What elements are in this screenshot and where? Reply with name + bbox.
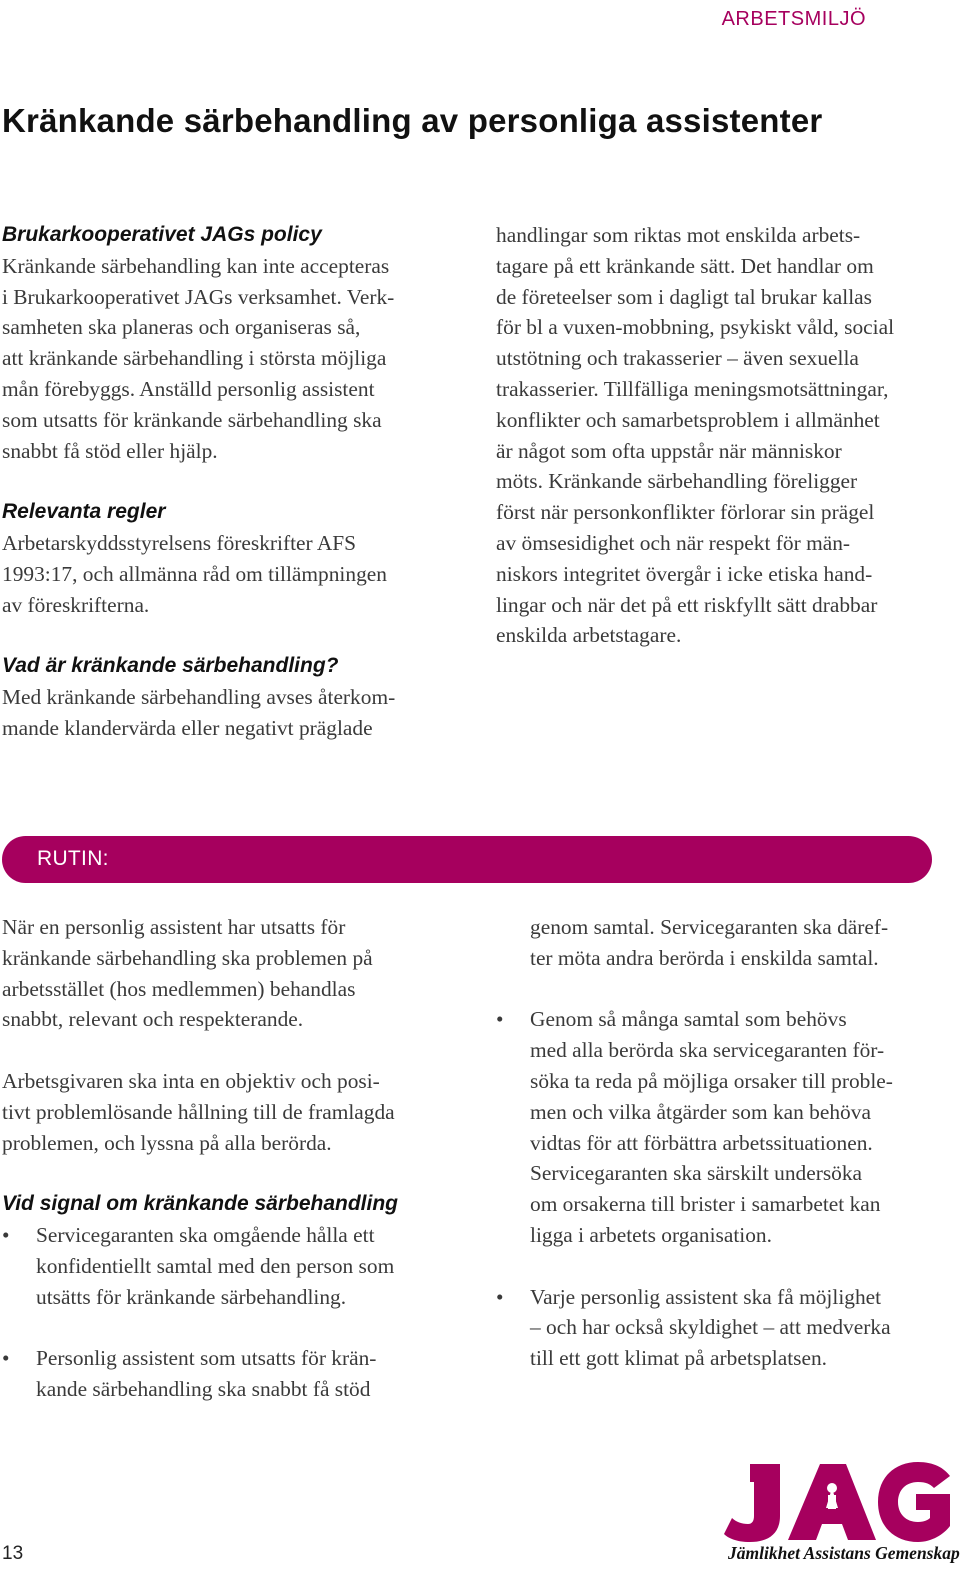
text-line: Arbetarskyddsstyrelsens föreskrifter AFS	[2, 530, 357, 555]
text-line: möts. Kränkande särbehandling föreligger	[496, 469, 858, 494]
logo-letter-g	[878, 1462, 950, 1542]
text-line: som utsatts för kränkande särbehandling ska	[2, 407, 382, 432]
text-line: genom samtal. Servicegaranten ska däref-	[530, 915, 889, 939]
text-line: konfidentiellt samtal med den person som	[36, 1253, 395, 1278]
bullet-icon: •	[2, 1222, 10, 1247]
heading-signal: Vid signal om kränkande särbehandling	[2, 1192, 398, 1216]
text-line: Varje personlig assistent ska få möjlighet	[530, 1284, 882, 1309]
text-line: kränkande särbehandling ska problemen på	[2, 945, 373, 970]
bullet-icon: •	[2, 1346, 10, 1371]
heading-definition: Vad är kränkande särbehandling?	[2, 654, 339, 678]
text-line: till ett gott klimat på arbetsplatsen.	[530, 1346, 828, 1371]
text-line: Arbetsgivaren ska inta en objektiv och posi-	[2, 1068, 380, 1093]
text-line: niskors integritet övergår i icke etiska hand-	[496, 561, 873, 586]
text-line: mån förebyggs. Anställd personlig assistent	[2, 376, 375, 401]
page-title: Kränkande särbehandling av personliga assistenter	[2, 102, 823, 139]
bullet-item	[496, 1004, 941, 1250]
text-line: ligga i arbetets organisation.	[530, 1222, 772, 1247]
text-line: med alla berörda ska servicegaranten för-	[530, 1038, 885, 1063]
bullet-item	[496, 1282, 941, 1374]
text-line: Servicegaranten ska omgående hålla ett	[36, 1222, 375, 1247]
text-line: för bl a vuxen-mobbning, psykiskt våld, social	[496, 315, 895, 340]
text-line: av ömsesidighet och när respekt för män-	[496, 530, 851, 555]
policy-text	[2, 251, 452, 467]
text-line: – och har också skyldighet – att medverka	[530, 1315, 891, 1340]
text-line: konflikter och samarbetsproblem i allmänhet	[496, 407, 880, 432]
text-line: om orsakerna till brister i samarbetet kan	[530, 1192, 881, 1217]
rutin-label: RUTIN:	[37, 847, 109, 870]
rules-text	[2, 528, 452, 620]
text-line: att kränkande särbehandling i största möjliga	[2, 346, 387, 371]
text-line: men och vilka åtgärder som kan behöva	[530, 1099, 871, 1124]
column-left-top	[2, 220, 452, 744]
text-line: enskilda arbetstagare.	[496, 623, 682, 648]
text-line: utsätts för kränkande särbehandling.	[36, 1284, 347, 1309]
heading-policy: Brukarkooperativet JAGs policy	[2, 223, 322, 246]
text-line: Genom så många samtal som behövs	[530, 1007, 847, 1032]
text-line: problemen, och lyssna på alla berörda.	[2, 1130, 332, 1155]
text-line: snabbt, relevant och respekterande.	[2, 1007, 304, 1032]
logo-figure-head	[827, 1483, 837, 1493]
text-line: trakasserier. Tillfälliga meningsmotsättningar,	[496, 376, 889, 401]
text-line: ter möta andra berörda i enskilda samtal.	[530, 945, 879, 970]
text-line: söka ta reda på möjliga orsaker till proble-	[530, 1068, 893, 1093]
text-line: Kränkande särbehandling kan inte accepteras	[2, 253, 390, 278]
logo-figure-body	[828, 1495, 836, 1509]
bullet-icon: •	[496, 1284, 504, 1309]
text-line: kande särbehandling ska snabbt få stöd	[36, 1376, 371, 1401]
section-label: ARBETSMILJÖ	[721, 8, 866, 30]
text-line: 1993:17, och allmänna råd om tillämpningen	[2, 561, 387, 586]
text-line: mande klandervärda eller negativt präglade	[2, 715, 373, 740]
text-line: Servicegaranten ska särskilt undersöka	[530, 1161, 863, 1186]
text-line: de företeelser som i dagligt tal brukar kallas	[496, 284, 872, 309]
routine-paragraph-1	[2, 912, 452, 1035]
rutin-banner	[2, 836, 932, 883]
definition-text	[2, 682, 452, 744]
column-right-top	[496, 220, 946, 651]
routine-paragraph-2	[2, 1066, 452, 1158]
text-line: är något som ofta uppstår när människor	[496, 438, 842, 463]
text-line: i Brukarkooperativet JAGs verksamhet. Verk-	[2, 284, 395, 309]
logo-tagline: Jämlikhet Assistans Gemenskap	[728, 1543, 960, 1563]
text-line: först när personkonflikter förlorar sin prägel	[496, 500, 875, 525]
text-line: samheten ska planeras och organiseras så,	[2, 315, 361, 340]
text-line: vidtas för att förbättra arbetssituationen.	[530, 1130, 873, 1155]
text-line: utstötning och trakasserier – även sexuella	[496, 346, 859, 371]
text-line: Med kränkande särbehandling avses återkom-	[2, 684, 396, 709]
text-line: lingar och när det på ett riskfyllt sätt drabbar	[496, 592, 878, 617]
bullet-item	[2, 1343, 452, 1405]
bullet-item	[2, 1220, 452, 1312]
text-line: tivt problemlösande hållning till de framlagda	[2, 1099, 395, 1124]
heading-rules: Relevanta regler	[2, 500, 166, 524]
text-line: handlingar som riktas mot enskilda arbets-	[496, 223, 861, 247]
text-line: När en personlig assistent har utsatts för	[2, 915, 346, 939]
text-line: snabbt få stöd eller hjälp.	[2, 438, 218, 463]
text-line: arbetsstället (hos medlemmen) behandlas	[2, 976, 356, 1001]
text-line: tagare på ett kränkande sätt. Det handlar om	[496, 253, 874, 278]
column-right-bottom	[496, 912, 941, 1374]
text-line: Personlig assistent som utsatts för krän-	[36, 1346, 377, 1371]
bullet-icon: •	[496, 1007, 504, 1032]
logo-letter-j	[724, 1464, 780, 1542]
text-line: av föreskrifterna.	[2, 592, 150, 617]
column-left-bottom	[2, 912, 452, 1405]
page-number: 13	[2, 1543, 24, 1564]
bullet-continuation	[496, 912, 941, 974]
